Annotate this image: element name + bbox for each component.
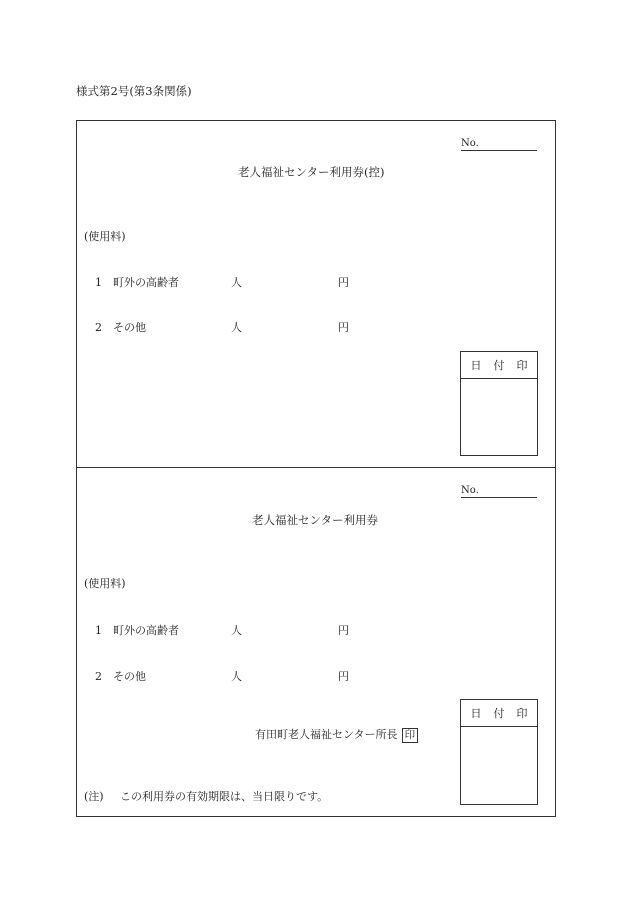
upper-row-2-yen-unit: 円 bbox=[338, 321, 349, 334]
lower-no-label: No. bbox=[461, 485, 479, 496]
upper-row-1-persons-unit: 人 bbox=[231, 276, 242, 289]
upper-date-stamp-header bbox=[461, 352, 537, 379]
lower-date-stamp-header bbox=[461, 700, 537, 727]
issuer-line bbox=[255, 728, 418, 743]
upper-no-line bbox=[461, 150, 537, 151]
note-label: (注) bbox=[84, 790, 104, 803]
upper-stamp-char-day: 日 bbox=[470, 359, 482, 372]
upper-stamp-char-seal: 印 bbox=[516, 359, 528, 372]
upper-fee-label: (使用料) bbox=[84, 230, 126, 243]
lower-date-stamp-box bbox=[460, 699, 538, 805]
upper-date-stamp-box bbox=[460, 351, 538, 456]
section-divider bbox=[76, 467, 556, 468]
lower-row-1-num: 1 bbox=[95, 624, 102, 637]
upper-row-1-label: 町外の高齢者 bbox=[113, 276, 179, 289]
lower-row-1-persons-unit: 人 bbox=[231, 624, 242, 637]
lower-no-line bbox=[461, 497, 537, 498]
issuer-name: 有田町老人福祉センター所長 bbox=[255, 728, 398, 741]
lower-stamp-char-seal: 印 bbox=[516, 707, 528, 720]
lower-stamp-char-day: 日 bbox=[470, 707, 482, 720]
lower-row-1-yen-unit: 円 bbox=[338, 624, 349, 637]
upper-no-label: No. bbox=[461, 138, 479, 149]
upper-row-1-num: 1 bbox=[95, 276, 102, 289]
lower-fee-label: (使用料) bbox=[84, 577, 126, 590]
upper-row-2-label: その他 bbox=[113, 321, 146, 334]
lower-row-1-label: 町外の高齢者 bbox=[113, 624, 179, 637]
upper-title: 老人福祉センター利用券(控) bbox=[238, 165, 385, 179]
lower-row-2-yen-unit: 円 bbox=[338, 670, 349, 683]
upper-row-2-num: 2 bbox=[95, 321, 102, 334]
upper-row-1-yen-unit: 円 bbox=[338, 276, 349, 289]
upper-row-2-persons-unit: 人 bbox=[231, 321, 242, 334]
lower-row-2-num: 2 bbox=[95, 670, 102, 683]
lower-title: 老人福祉センター利用券 bbox=[252, 513, 379, 527]
lower-stamp-char-attach: 付 bbox=[493, 707, 505, 720]
lower-row-2-label: その他 bbox=[113, 670, 146, 683]
note-text: この利用券の有効期限は、当日限りです。 bbox=[120, 790, 329, 803]
seal-mark: 印 bbox=[402, 728, 419, 743]
form-number: 様式第2号(第3条関係) bbox=[76, 84, 192, 98]
lower-row-2-persons-unit: 人 bbox=[231, 670, 242, 683]
upper-stamp-char-attach: 付 bbox=[493, 359, 505, 372]
